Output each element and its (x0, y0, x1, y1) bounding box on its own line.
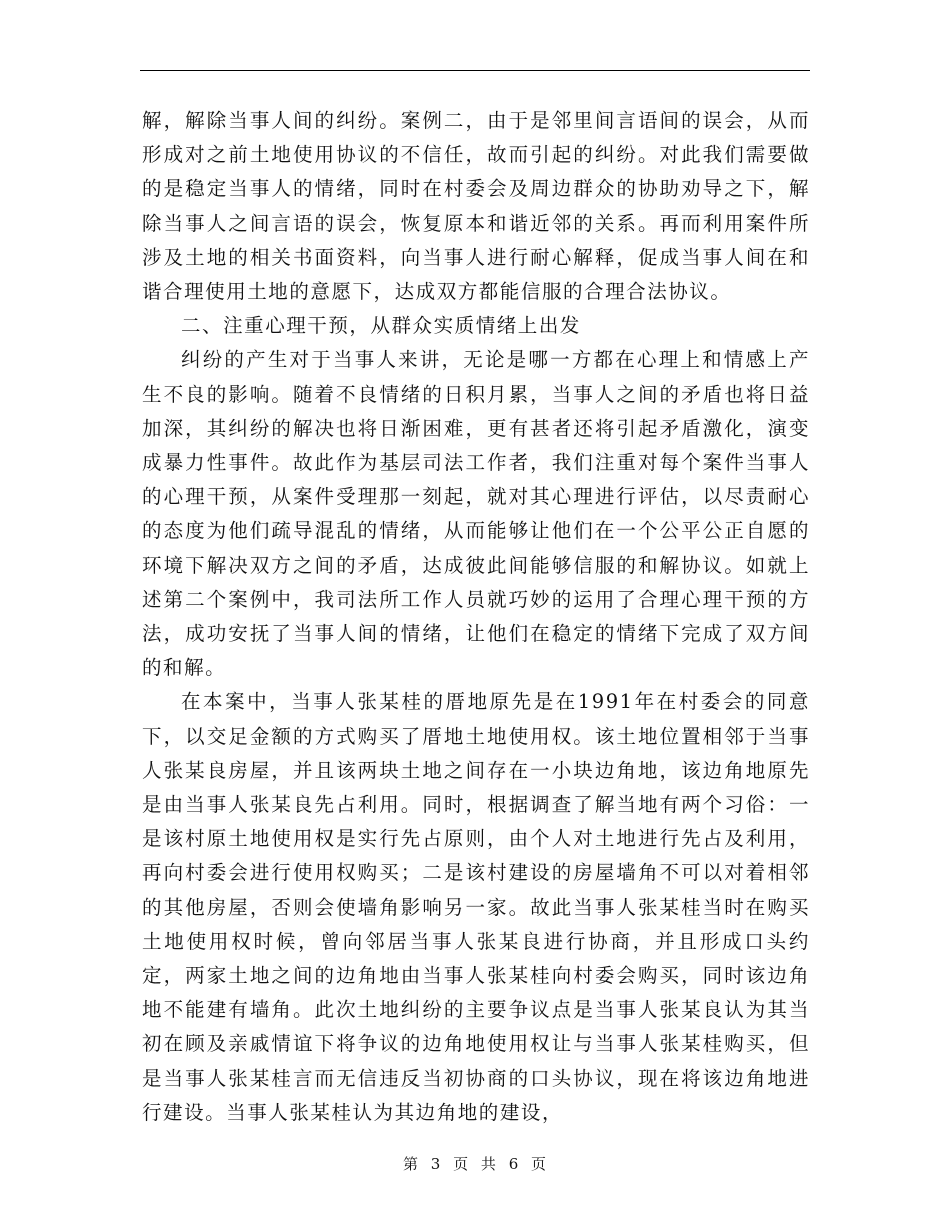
paragraph-case-details: 在本案中，当事人张某桂的厝地原先是在1991年在村委会的同意下，以交足金额的方式购买了厝地土地使用权。该土地位置相邻于当事人张某良房屋，并且该两块土地之间存在一小块边角地，该边角地原先是由当事人张某良先占利用。同时，根据调查了解当地有两个习俗：一是该村原土地使用权是实行先占原则，由个人对土地进行先占及利用，再向村委会进行使用权购买；二是该村建设的房屋墙角不可以对着相邻的其他房屋，否则会使墙角影响另一家。故此当事人张某桂当时在购买土地使用权时候，曾向邻居当事人张某良进行协商，并且形成口头约定，两家土地之间的边角地由当事人张某桂向村委会购买，同时该边角地不能建有墙角。此次土地纠纷的主要争议点是当事人张某良认为其当初在顾及亲戚情谊下将争议的边角地使用权让与当事人张某桂购买，但是当事人张某桂言而无信违反当初协商的口头协议，现在将该边角地进行建设。当事人张某桂认为其边角地的建设， (142, 690, 810, 1124)
paragraph-dispute-emotions: 纠纷的产生对于当事人来讲，无论是哪一方都在心理上和情感上产生不良的影响。随着不良情绪的日积月累，当事人之间的矛盾也将日益加深，其纠纷的解决也将日渐困难，更有甚者还将引起矛盾激化，演变成暴力性事件。故此作为基层司法工作者，我们注重对每个案件当事人的心理干预，从案件受理那一刻起，就对其心理进行评估，以尽责耐心的态度为他们疏导混乱的情绪，从而能够让他们在一个公平公正自愿的环境下解决双方之间的矛盾，达成彼此间能够信服的和解协议。如就上述第二个案例中，我司法所工作人员就巧妙的运用了合理心理干预的方法，成功安抚了当事人间的情绪，让他们在稳定的情绪下完成了双方间的和解。 (142, 348, 810, 680)
footer-label-page: 第 (402, 1155, 419, 1173)
section-heading-psychological-intervention: 二、注重心理干预，从群众实质情绪上出发 (181, 314, 581, 338)
page-footer (0, 1153, 950, 1174)
footer-label-total-unit: 页 (531, 1155, 548, 1173)
footer-label-total: 共 (480, 1155, 497, 1173)
paragraph-case-two-continued: 解，解除当事人间的纠纷。案例二，由于是邻里间言语间的误会，从而形成对之前土地使用协议的不信任，故而引起的纠纷。对此我们需要做的是稳定当事人的情绪，同时在村委会及周边群众的协助劝导之下，解除当事人之间言语的误会，恢复原本和谐近邻的关系。再而利用案件所涉及土地的相关书面资料，向当事人进行耐心解释，促成当事人间在和谐合理使用土地的意愿下，达成双方都能信服的合理合法协议。 (142, 109, 810, 304)
document-body (142, 104, 810, 1130)
footer-total-pages: 6 (508, 1155, 520, 1173)
header-rule (140, 70, 810, 71)
footer-label-page-unit: 页 (453, 1155, 470, 1173)
footer-current-page: 3 (430, 1155, 442, 1173)
